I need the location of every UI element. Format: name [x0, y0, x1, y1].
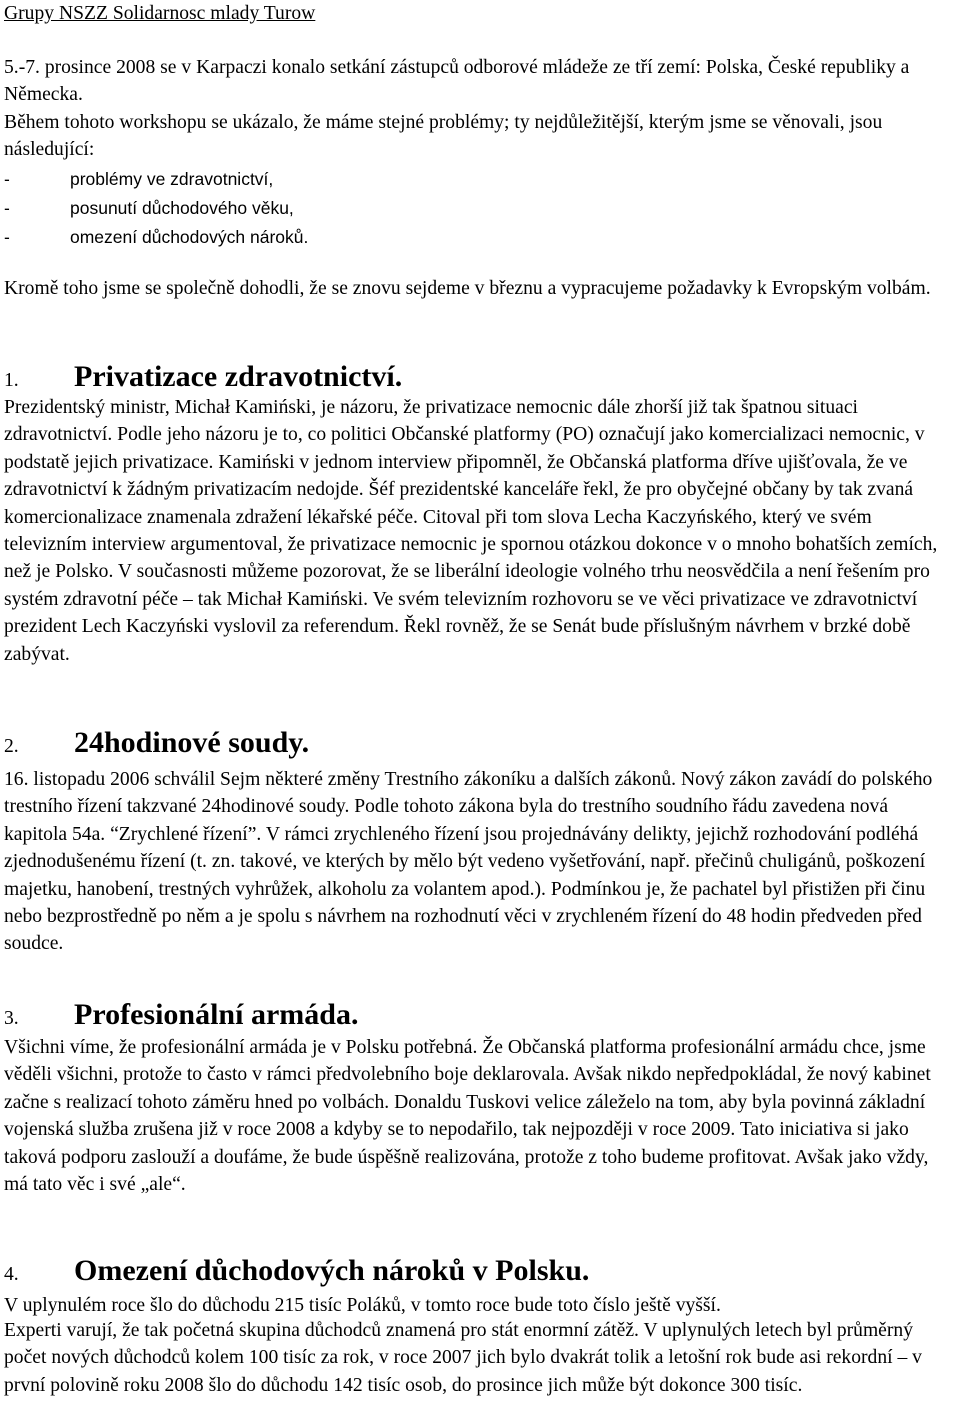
section-number: 3. — [4, 1008, 19, 1029]
list-item — [4, 195, 294, 222]
bullet-dash: - — [4, 227, 10, 247]
list-item — [4, 166, 273, 193]
section-title: Omezení důchodových nároků v Polsku. — [74, 1254, 590, 1287]
section-body: V uplynulém roce šlo do důchodu 215 tisíc Poláků, v tomto roce bude toto číslo ještě vyšší. — [4, 1295, 721, 1316]
section-title: Privatizace zdravotnictví. — [74, 360, 403, 393]
section-number: 2. — [4, 736, 19, 757]
list-item — [4, 224, 308, 251]
section-body-2: Experti varují, že tak početná skupina důchodců znamená pro stát enormní zátěž. V uplynulých letech byl průměrný počet nových důchodců kolem 100 tisíc za rok, v roce 2007 jich bylo dvakrát tolik a letošní rok bude asi rekordní – v první polovině roku 2008 šlo do důchodu 142 tisíc osob, do prosince jich může být dokonce 300 tisíc. — [4, 1320, 922, 1396]
section-title: Profesionální armáda. — [74, 998, 359, 1031]
intro-paragraph: 5.-7. prosince 2008 se v Karpaczi konalo setkání zástupců odborové mládeže ze tří zemí: Polska, České republiky a Německa. — [4, 57, 910, 106]
section-body: Prezidentský ministr, Michał Kamiński, je názoru, že privatizace nemocnic dále zhorší již tak špatnou situaci zdravotnictví. Podle jeho názoru je to, co politici Občanské platformy (PO) označují jako komercializaci nemocnic, v podstatě jejich privatizace. Kamiński v jednom interview připomněl, že Občanská platforma dříve ujišťovala, že ve zdravotnictví k žádným privatizacím nedojde. Šéf prezidentské kanceláře řekl, že pro obyčejné občany by tak zvaná komercionalizace znamenala zdražení lékařské péče. Citoval při tom slova Lecha Kaczyńského, který ve svém televizním interview argumentoval, že privatizace nemocnic je spornou otázkou dokonce v o mnoho bohatších zemích, než je Polsko. V současnosti můžeme pozorovat, že se liberální ideologie volného trhu neosvědčila a není řešením pro systém zdravotní péče – tak Michał Kamiński. Ve svém televizním rozhovoru se ve věci privatizace ve zdravotnictví prezident Lech Kaczyński vyslovil za referendum. Řekl rovněž, že se Senát bude příslušným návrhem v brzké době zabývat. — [4, 397, 938, 665]
section-title: 24hodinové soudy. — [74, 726, 310, 759]
section-heading — [4, 1254, 589, 1294]
section-body: Všichni víme, že profesionální armáda je v Polsku potřebná. Že Občanská platforma profesionální armádu chce, jsme věděli všichni, protože to často v rámci předvolebního boje deklarovala. Avšak nikdo nepředpokládal, že nový kabinet začne s realizací tohoto záměru hned po volbách. Donaldu Tuskovi velice záleželo na tom, aby byla povinná základní vojenská služba zrušena již v roce 2008 a kdyby se to nepodařilo, tak nejpozději v roce 2009. Tato iniciativa si jako taková podporu zaslouží a doufáme, že bude úspěšně realizována, protože z toho budeme profitovat. Avšak jako vždy, má tato věc i své „ale“. — [4, 1037, 931, 1196]
closing-paragraph: Kromě toho jsme se společně dohodli, že se znovu sejdeme v březnu a vypracujeme požadavky k Evropským volbám. — [4, 278, 931, 299]
intro-paragraph-2: Během tohoto workshopu se ukázalo, že máme stejné problémy; ty nejdůležitější, kterým jsme se věnovali, jsou následující: — [4, 112, 883, 161]
document-header: Grupy NSZZ Solidarnosc mlady Turow — [4, 3, 316, 24]
bullet-dash: - — [4, 198, 10, 218]
list-item-text: posunutí důchodového věku, — [70, 198, 294, 218]
section-number: 1. — [4, 370, 19, 391]
section-body: 16. listopadu 2006 schválil Sejm některé změny Trestního zákoníku a dalších zákonů. Nový zákon zavádí do polského trestního řízení takzvané 24hodinové soudy. Podle tohoto zákona byla do trestního soudního řádu zavedena nová kapitola 54a. “Zrychlené řízení”. V rámci zrychleného řízení jsou projednávány delikty, jejichž rozhodování podléhá zjednodušenému řízení (t. zn. takové, ve kterých by mělo být vedeno vyšetřování, např. přečinů chuligánů, poškození majetku, hanobení, trestných vyhrůžek, alkoholu za volantem apod.). Podmínkou je, že pachatel byl přistižen při činu nebo bezprostředně po něm a je spolu s návrhem na rozhodnutí věci v zrychleném řízení do 48 hodin předveden před soudce. — [4, 769, 933, 955]
list-item-text: omezení důchodových nároků. — [70, 227, 309, 247]
section-number: 4. — [4, 1264, 19, 1285]
section-heading — [4, 998, 358, 1038]
section-heading — [4, 726, 309, 766]
bullet-dash: - — [4, 169, 10, 189]
list-item-text: problémy ve zdravotnictví, — [70, 169, 274, 189]
